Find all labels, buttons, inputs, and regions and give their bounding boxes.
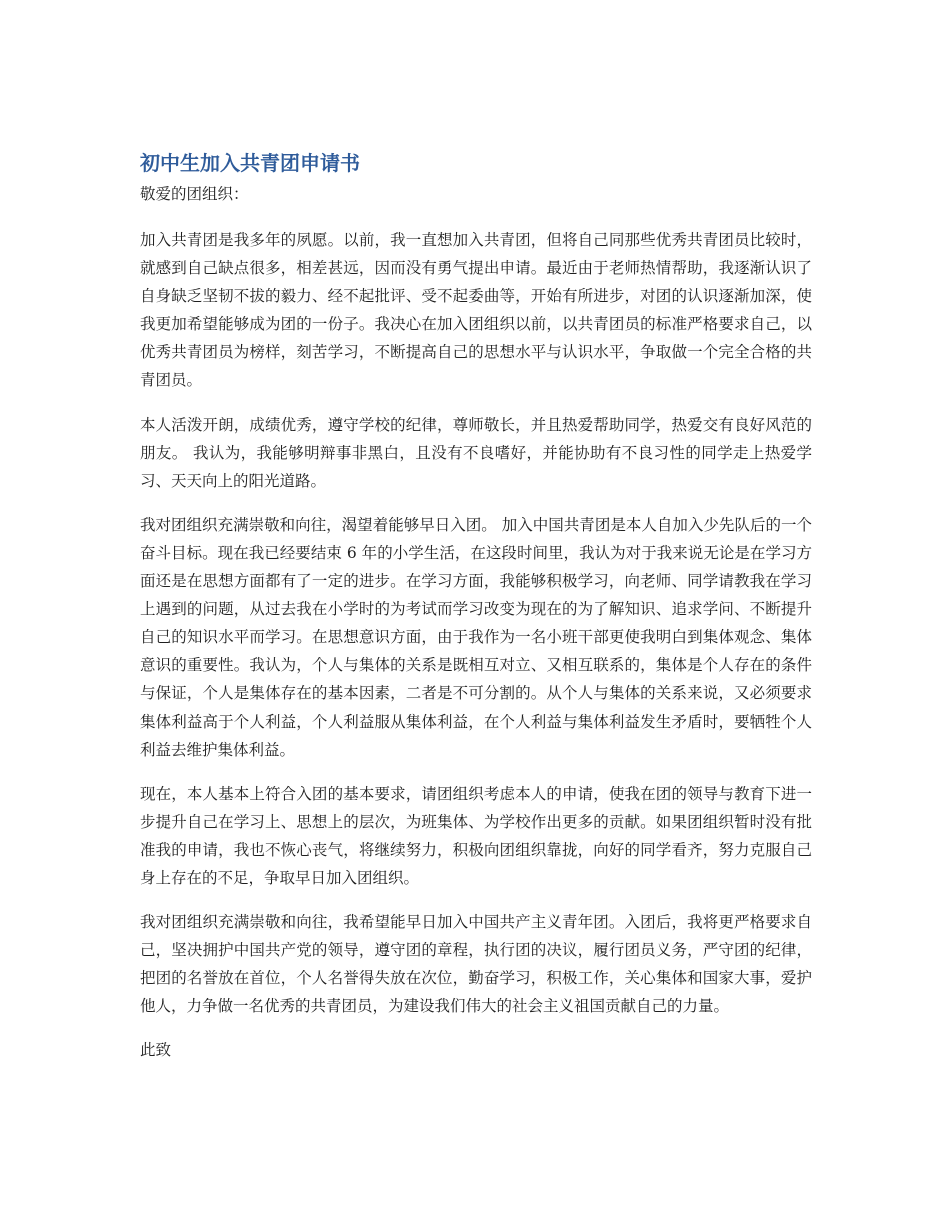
paragraph: 加入共青团是我多年的夙愿。以前，我一直想加入共青团，但将自己同那些优秀共青团员比较时，就感到自己缺点很多，相差甚远，因而没有勇气提出申请。最近由于老师热情帮助，我逐渐认识了自身缺乏坚韧不拔的毅力、经不起批评、受不起委曲等，开始有所进步，对团的认识逐渐加深，使我更加希望能够成为团的一份子。我决心在加入团组织以前，以共青团员的标准严格要求自己，以优秀共青团员为榜样，刻苦学习，不断提高自己的思想水平与认识水平，争取做一个完全合格的共青团员。 — [140, 231, 812, 390]
closing-line: 此致 — [140, 1041, 172, 1060]
paragraph: 本人活泼开朗，成绩优秀，遵守学校的纪律，尊师敬长，并且热爱帮助同学，热爱交有良好风范的朋友。 我认为，我能够明辩事非黑白，且没有不良嗜好，并能协助有不良习性的同学走上热爱学习、天天向上的阳光道路。 — [140, 415, 812, 490]
salutation: 敬爱的团组织： — [140, 185, 249, 203]
document-body — [140, 148, 812, 1064]
paragraph-list — [140, 226, 812, 1020]
paragraph: 现在，本人基本上符合入团的基本要求，请团组织考虑本人的申请，使我在团的领导与教育下进一步提升自己在学习上、思想上的层次，为班集体、为学校作出更多的贡献。如果团组织暂时没有批准我的申请，我也不恢心丧气，将继续努力，积极向团组织靠拢，向好的同学看齐，努力克服自己身上存在的不足，争取早日加入团组织。 — [140, 784, 812, 887]
paragraph: 我对团组织充满崇敬和向往，渴望着能够早日入团。 加入中国共青团是本人自加入少先队后的一个奋斗目标。现在我已经要结束 6 年的小学生活，在这段时间里，我认为对于我来说无论是在学习方面还是在思想方面都有了一定的进步。在学习方面，我能够积极学习，向老师、同学请教我在学习上遇到的问题，从过去我在小学时的为考试而学习改变为现在的为了解知识、追求学问、不断提升自己的知识水平而学习。在思想意识方面，由于我作为一名小班干部更使我明白到集体观念、集体意识的重要性。我认为，个人与集体的关系是既相互对立、又相互联系的，集体是个人存在的条件与保证，个人是集体存在的基本因素，二者是不可分割的。从个人与集体的关系来说，又必须要求集体利益高于个人利益，个人利益服从集体利益，在个人利益与集体利益发生矛盾时，要牺牲个人利益去维护集体利益。 — [140, 515, 812, 759]
document-title: 初中生加入共青团申请书 — [140, 151, 360, 175]
paragraph: 我对团组织充满崇敬和向往，我希望能早日加入中国共产主义青年团。入团后，我将更严格要求自己，坚决拥护中国共产党的领导，遵守团的章程，执行团的决议，履行团员义务，严守团的纪律，把团的名誉放在首位，个人名誉得失放在次位，勤奋学习，积极工作，关心集体和国家大事，爱护他人，力争做一名优秀的共青团员，为建设我们伟大的社会主义祖国贡献自己的力量。 — [140, 913, 812, 1016]
